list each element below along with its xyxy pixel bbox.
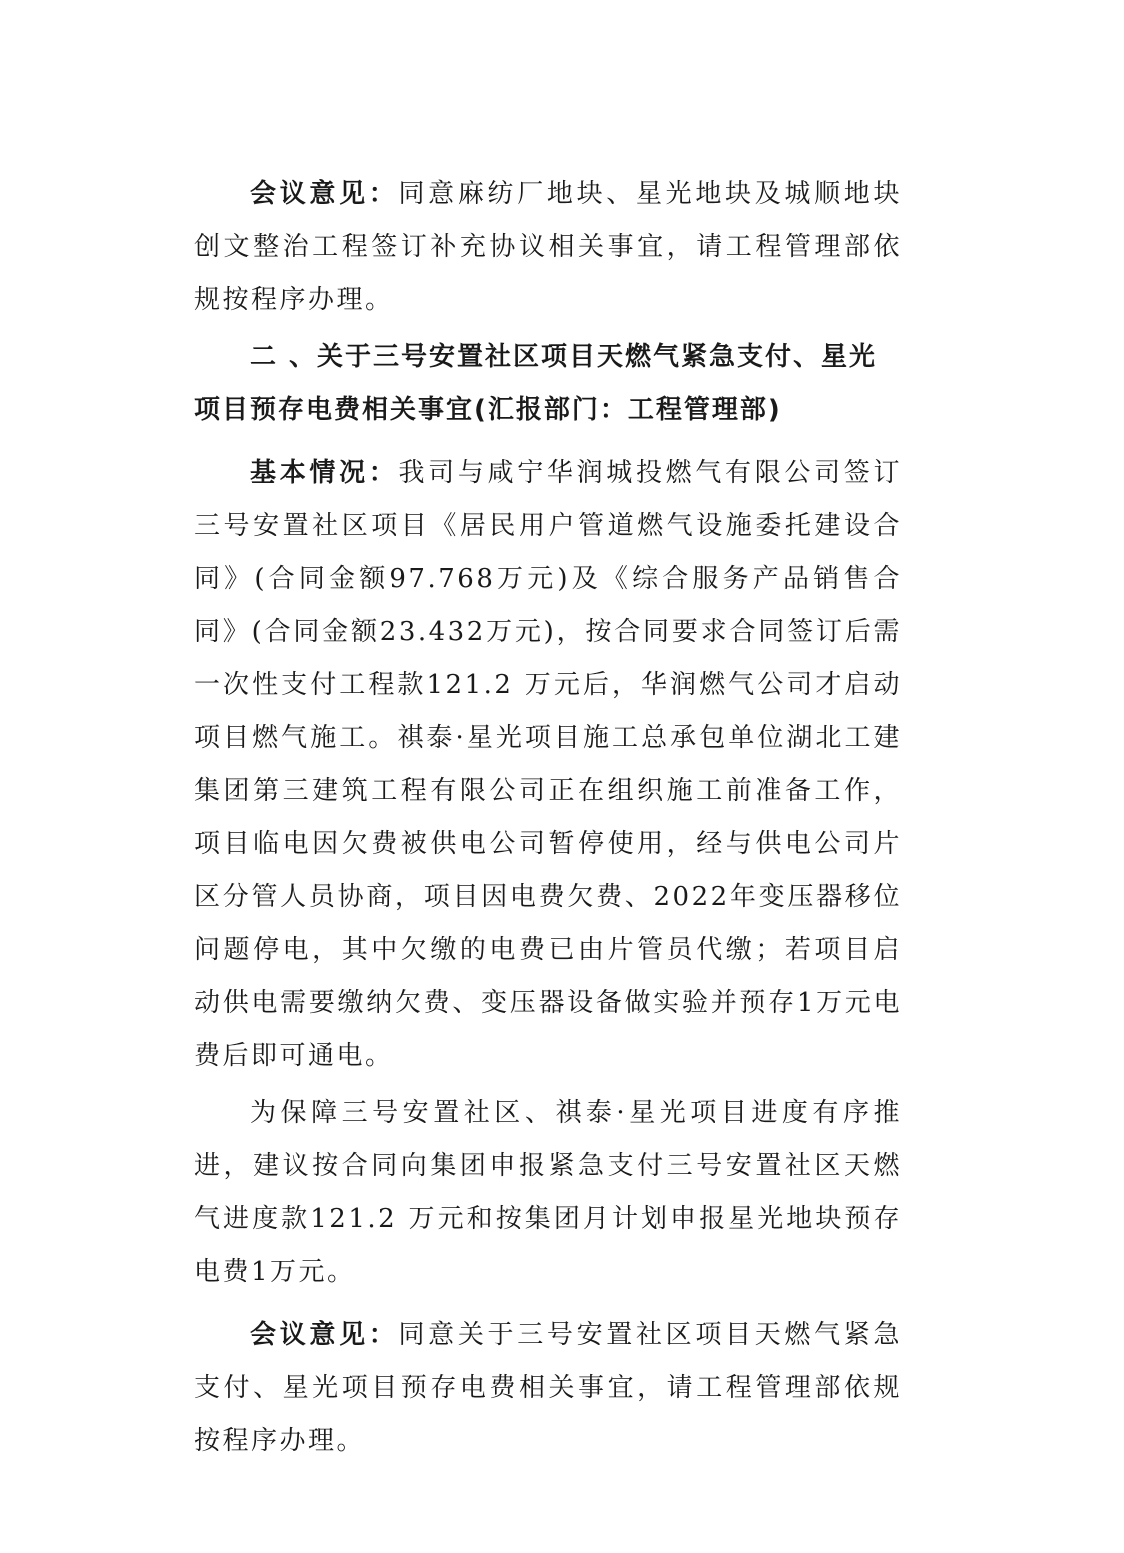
meeting-opinion-label-1: 会议意见： xyxy=(250,179,399,209)
meeting-opinion-text-1: 同意麻纺厂地块、星光地块及城顺地块创文整治工程签订补充协议相关事宜，请工程管理部依规按程序办理。 xyxy=(194,179,902,315)
basic-situation-paragraph xyxy=(194,447,902,1083)
basic-situation-text: 我司与咸宁华润城投燃气有限公司签订三号安置社区项目《居民用户管道燃气设施委托建设合同》(合同金额97.768万元)及《综合服务产品销售合同》(合同金额23.432万元)，按合同要求合同签订后需一次性支付工程款121.2 万元后，华润燃气公司才启动项目燃气施工。祺泰·星光项目施工总承包单位湖北工建集团第三建筑工程有限公司正在组织施工前准备工作，项目临电因欠费被供电公司暂停使用，经与供电公司片区分管人员协商，项目因电费欠费、2022年变压器移位问题停电，其中欠缴的电费已由片管员代缴；若项目启动供电需要缴纳欠费、变压器设备做实验并预存1万元电费后即可通电。 xyxy=(194,458,902,1071)
meeting-opinion-paragraph-1 xyxy=(194,168,902,327)
section-heading-2: 二 、关于三号安置社区项目天燃气紧急支付、星光项目预存电费相关事宜(汇报部门：工程管理部) xyxy=(194,342,878,425)
meeting-opinion-text-2: 同意关于三号安置社区项目天燃气紧急支付、星光项目预存电费相关事宜，请工程管理部依规按程序办理。 xyxy=(194,1320,902,1456)
meeting-opinion-label-2: 会议意见： xyxy=(250,1320,399,1350)
document-body xyxy=(194,168,902,1468)
meeting-opinion-paragraph-2 xyxy=(194,1309,902,1468)
proposal-paragraph: 为保障三号安置社区、祺泰·星光项目进度有序推进，建议按合同向集团申报紧急支付三号安置社区天燃气进度款121.2 万元和按集团月计划申报星光地块预存电费1万元。 xyxy=(194,1098,902,1287)
basic-situation-label: 基本情况： xyxy=(250,458,399,488)
